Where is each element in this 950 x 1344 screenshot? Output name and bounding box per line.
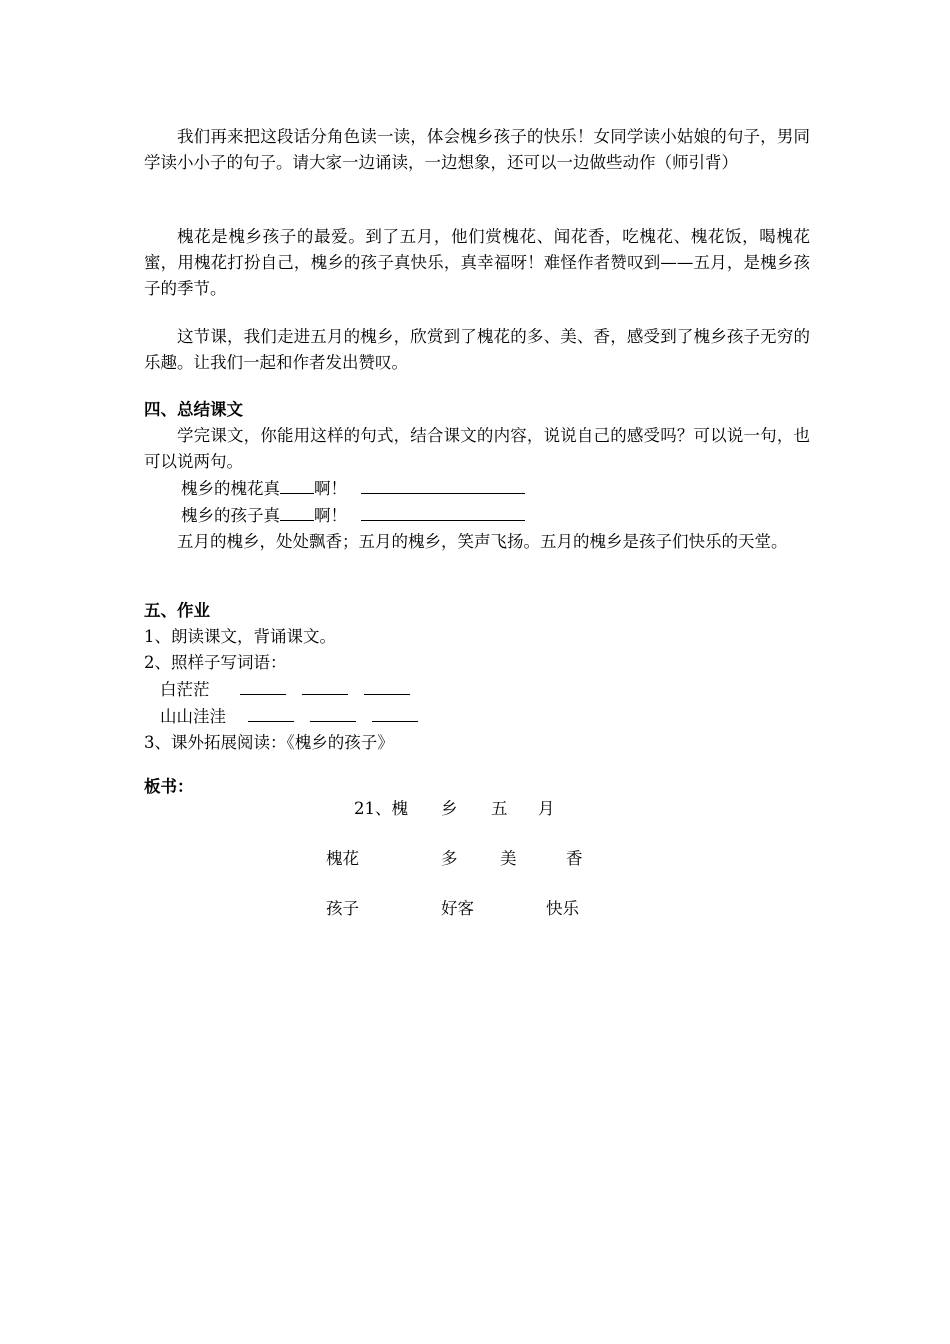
sentence-text: 槐乡的孩子真 bbox=[181, 506, 280, 525]
paragraph-role-reading bbox=[144, 124, 810, 176]
section-heading: 板书： bbox=[144, 777, 194, 796]
section-board bbox=[144, 774, 810, 800]
paragraph-text: 我们再来把这段话分角色读一读，体会槐乡孩子的快乐！女同学读小姑娘的句子，男同学读小小子的句子。请大家一边诵读，一边想象，还可以一边做些动作（师引背） bbox=[144, 127, 810, 172]
section-heading: 五、作业 bbox=[144, 601, 210, 620]
blank-line bbox=[372, 703, 418, 722]
board-row-label: 孩子 bbox=[326, 899, 359, 918]
paragraph-text: 这节课，我们走进五月的槐乡，欣赏到了槐花的多、美、香，感受到了槐乡孩子无穷的乐趣。让我们一起和作者发出赞叹。 bbox=[144, 327, 810, 372]
section-heading: 四、总结课文 bbox=[144, 400, 243, 419]
paragraph-text: 槐花是槐乡孩子的最爱。到了五月，他们赏槐花、闻花香，吃槐花、槐花饭，喝槐花蜜，用槐花打扮自己，槐乡的孩子真快乐，真幸福呀！难怪作者赞叹到——五月，是槐乡孩子的季节。 bbox=[144, 227, 810, 298]
board-keyword: 快乐 bbox=[546, 899, 579, 918]
board-row-label: 槐花 bbox=[326, 849, 359, 868]
board-title-char: 五 bbox=[491, 799, 508, 818]
blank-line bbox=[240, 676, 286, 695]
homework-item-1: 1、朗读课文，背诵课文。 bbox=[144, 627, 336, 646]
sentence-text: 啊！ bbox=[314, 479, 347, 498]
homework-item-2: 2、照样子写词语： bbox=[144, 653, 287, 672]
summary-closing bbox=[144, 529, 810, 555]
section-homework bbox=[144, 598, 810, 756]
sentence-text: 槐乡的槐花真 bbox=[181, 479, 280, 498]
word-example-row-1 bbox=[144, 676, 810, 703]
section-summary bbox=[144, 397, 810, 555]
board-title-char: 乡 bbox=[441, 799, 458, 818]
blank-line bbox=[280, 475, 314, 494]
board-title-number: 21、槐 bbox=[354, 799, 408, 818]
paragraph-locust-flower bbox=[144, 224, 810, 302]
fill-sentence-1 bbox=[144, 475, 810, 502]
blank-line bbox=[310, 703, 356, 722]
board-keyword: 香 bbox=[566, 849, 583, 868]
board-keyword: 多 bbox=[441, 849, 458, 868]
paragraph-text: 五月的槐乡，处处飘香；五月的槐乡，笑声飞扬。五月的槐乡是孩子们快乐的天堂。 bbox=[177, 532, 788, 551]
blank-line bbox=[248, 703, 294, 722]
example-word: 山山洼洼 bbox=[160, 707, 226, 726]
summary-intro bbox=[144, 423, 810, 475]
blank-line bbox=[361, 502, 525, 521]
board-title-char: 月 bbox=[538, 799, 555, 818]
board-keyword: 好客 bbox=[441, 899, 474, 918]
paragraph-text: 学完课文，你能用这样的句式，结合课文的内容，说说自己的感受吗？可以说一句，也可以说两句。 bbox=[144, 426, 810, 471]
homework-item-3: 3、课外拓展阅读：《槐乡的孩子》 bbox=[144, 733, 394, 752]
blank-line bbox=[364, 676, 410, 695]
blank-line bbox=[302, 676, 348, 695]
example-word: 白茫茫 bbox=[160, 680, 210, 699]
fill-sentence-2 bbox=[144, 502, 810, 529]
paragraph-lesson-summary bbox=[144, 324, 810, 376]
word-example-row-2 bbox=[144, 703, 810, 730]
board-keyword: 美 bbox=[500, 849, 517, 868]
sentence-text: 啊！ bbox=[314, 506, 347, 525]
blank-line bbox=[280, 502, 314, 521]
blank-line bbox=[361, 475, 525, 494]
